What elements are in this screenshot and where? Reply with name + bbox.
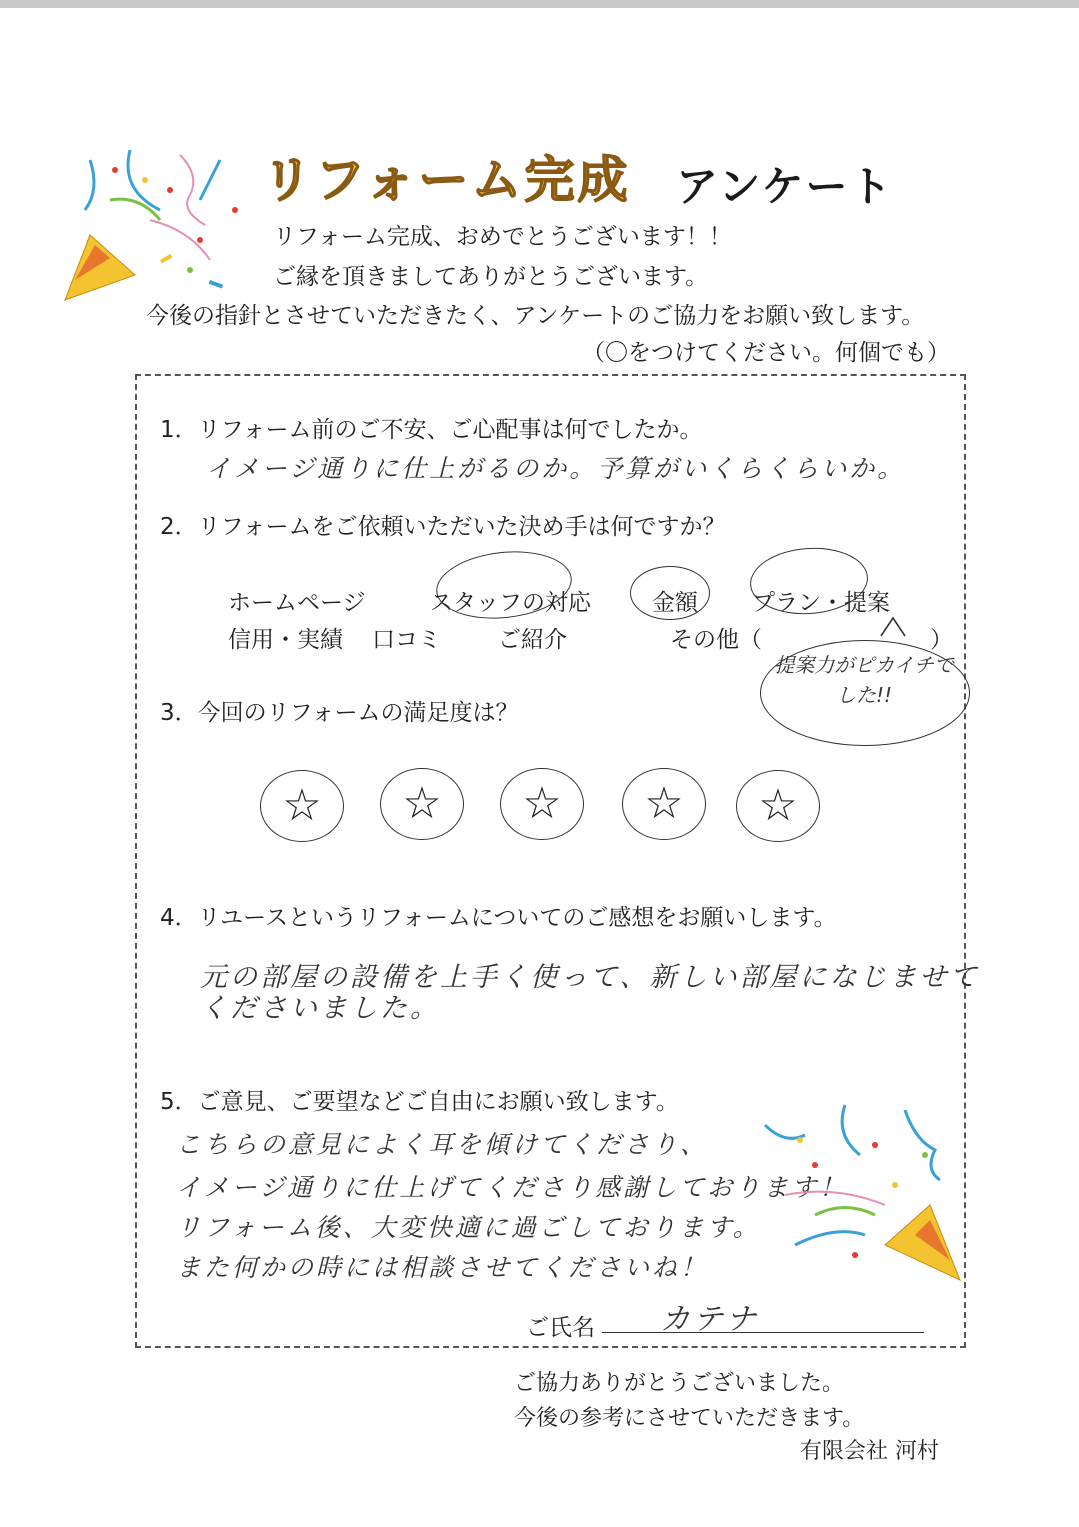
star-icon: ☆ <box>644 778 684 829</box>
option-trust[interactable]: 信用・実績 <box>228 627 343 653</box>
other-note-text: 提案力がピカイチでした!! <box>774 653 954 707</box>
option-homepage[interactable]: ホームページ <box>228 590 366 616</box>
scan-top-edge <box>0 0 1079 8</box>
signature-line <box>602 1332 924 1333</box>
option-price[interactable]: 金額 <box>652 590 698 616</box>
selection-circle-price <box>630 566 710 620</box>
option-other[interactable]: その他（ <box>670 627 762 653</box>
answer-1: イメージ通りに仕上がるのか。予算がいくらくらいか。 <box>206 454 906 483</box>
company-name: 有限会社 河村 <box>800 1439 939 1464</box>
page-subtitle: アンケート <box>676 162 894 211</box>
option-plan[interactable]: プラン・提案 <box>752 590 890 616</box>
party-popper-icon <box>755 1095 965 1285</box>
question-3: 3．今回のリフォームの満足度は？ <box>160 700 519 726</box>
option-other-close: ） <box>930 627 953 653</box>
rating-star-4[interactable] <box>622 768 706 840</box>
rating-star-3[interactable] <box>500 768 584 840</box>
answer-5-line-3: リフォーム後、大変快適に過ごしております。 <box>176 1213 761 1242</box>
intro-line-2: ご縁を頂きましてありがとうございます。 <box>273 264 709 290</box>
signature-label: ご氏名 <box>526 1315 595 1341</box>
rating-star-1[interactable] <box>260 770 344 842</box>
option-staff[interactable]: スタッフの対応 <box>430 590 591 616</box>
answer-5-line-1: こちらの意見によく耳を傾けてくださり、 <box>176 1130 709 1159</box>
footer-line-1: ご協力ありがとうございました。 <box>514 1371 845 1396</box>
question-5: 5．ご意見、ご要望などご自由にお願い致します。 <box>160 1089 679 1115</box>
page-title: リフォーム完成 <box>262 151 631 209</box>
option-word-of-mouth[interactable]: 口コミ <box>372 627 441 653</box>
rating-star-2[interactable] <box>380 768 464 840</box>
intro-line-1: リフォーム完成、おめでとうございます！！ <box>273 224 732 250</box>
signature-value[interactable]: カテナ <box>660 1302 759 1337</box>
answer-5-line-4: また何かの時には相談させてくださいね！ <box>176 1253 709 1282</box>
footer-line-2: 今後の参考にさせていただきます。 <box>514 1406 865 1431</box>
rating-star-5[interactable] <box>736 770 820 842</box>
question-4: 4．リユースというリフォームについてのご感想をお願いします。 <box>160 905 837 931</box>
caret-mark-icon <box>878 614 908 638</box>
answer-4-line-2: くださいました。 <box>200 993 440 1024</box>
star-icon: ☆ <box>522 778 562 829</box>
star-icon: ☆ <box>758 780 798 831</box>
intro-line-4: （〇をつけてください。何個でも） <box>582 340 950 366</box>
answer-5-line-2: イメージ通りに仕上げてくださり感謝しております！ <box>176 1173 848 1202</box>
question-2: 2．リフォームをご依頼いただいた決め手は何ですか？ <box>160 514 726 540</box>
option-referral[interactable]: ご紹介 <box>498 627 567 653</box>
star-icon: ☆ <box>402 778 442 829</box>
star-icon: ☆ <box>282 780 322 831</box>
intro-line-3: 今後の指針とさせていただきたく、アンケートのご協力をお願い致します。 <box>146 303 925 329</box>
question-1: 1．リフォーム前のご不安、ご心配事は何でしたか。 <box>160 417 703 443</box>
party-popper-icon <box>50 140 270 320</box>
answer-4-line-1: 元の部屋の設備を上手く使って、新しい部屋になじませて <box>200 962 980 993</box>
